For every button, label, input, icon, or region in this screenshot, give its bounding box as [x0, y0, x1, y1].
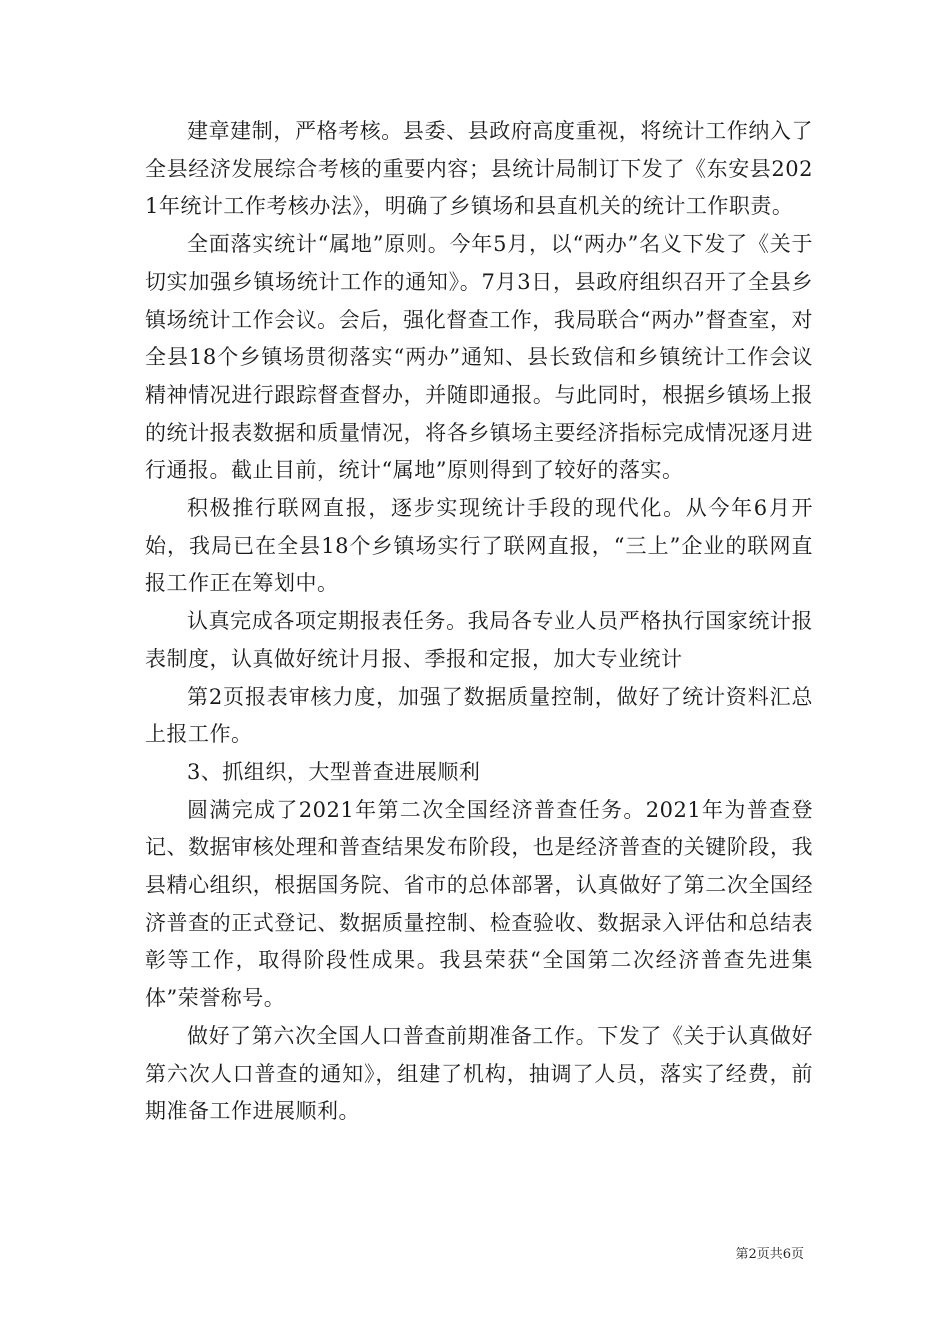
- paragraph-periodic-reports: 认真完成各项定期报表任务。我局各专业人员严格执行国家统计报表制度，认真做好统计月报、季报和定报，加大专业统计: [145, 609, 813, 671]
- document-body: [145, 113, 813, 1131]
- section-heading-census: 3、抓组织，大型普查进展顺利: [187, 759, 481, 784]
- paragraph-population-census: 做好了第六次全国人口普查前期准备工作。下发了《关于认真做好第六次人口普查的通知》，组建了机构，抽调了人员，落实了经费，前期准备工作进展顺利。: [145, 1023, 813, 1124]
- paragraph-online-reporting: 积极推行联网直报，逐步实现统计手段的现代化。从今年6月开始，我局已在全县18个乡镇场实行了联网直报，“三上”企业的联网直报工作正在筹划中。: [145, 496, 813, 596]
- paragraph-economic-census: 圆满完成了2021年第二次全国经济普查任务。2021年为普查登记、数据审核处理和普查结果发布阶段，也是经济普查的关键阶段，我县精心组织，根据国务院、省市的总体部署，认真做好了第二次全国经济普查的正式登记、数据质量控制、检查验收、数据录入评估和总结表彰等工作，取得阶段性成果。我县荣获“全国第二次经济普查先进集体”荣誉称号。: [145, 797, 813, 1011]
- paragraph-report-review: 第2页报表审核力度，加强了数据质量控制，做好了统计资料汇总上报工作。: [145, 684, 813, 747]
- paragraph-territorial-principle: 全面落实统计“属地”原则。今年5月，以“两办”名义下发了《关于切实加强乡镇场统计工作的通知》。7月3日，县政府组织召开了全县乡镇场统计工作会议。会后，强化督查工作，我局联合“两办”督查室，对全县18个乡镇场贯彻落实“两办”通知、县长致信和乡镇统计工作会议精神情况进行跟踪督查督办，并随即通报。与此同时，根据乡镇场上报的统计报表数据和质量情况，将各乡镇场主要经济指标完成情况逐月进行通报。截止目前，统计“属地”原则得到了较好的落实。: [145, 232, 813, 483]
- paragraph-rules-assessment: 建章建制，严格考核。县委、县政府高度重视，将统计工作纳入了全县经济发展综合考核的重要内容；县统计局制订下发了《东安县2021年统计工作考核办法》，明确了乡镇场和县直机关的统计工作职责。: [145, 119, 813, 219]
- page-number-footer: 第2页共6页: [735, 1247, 804, 1262]
